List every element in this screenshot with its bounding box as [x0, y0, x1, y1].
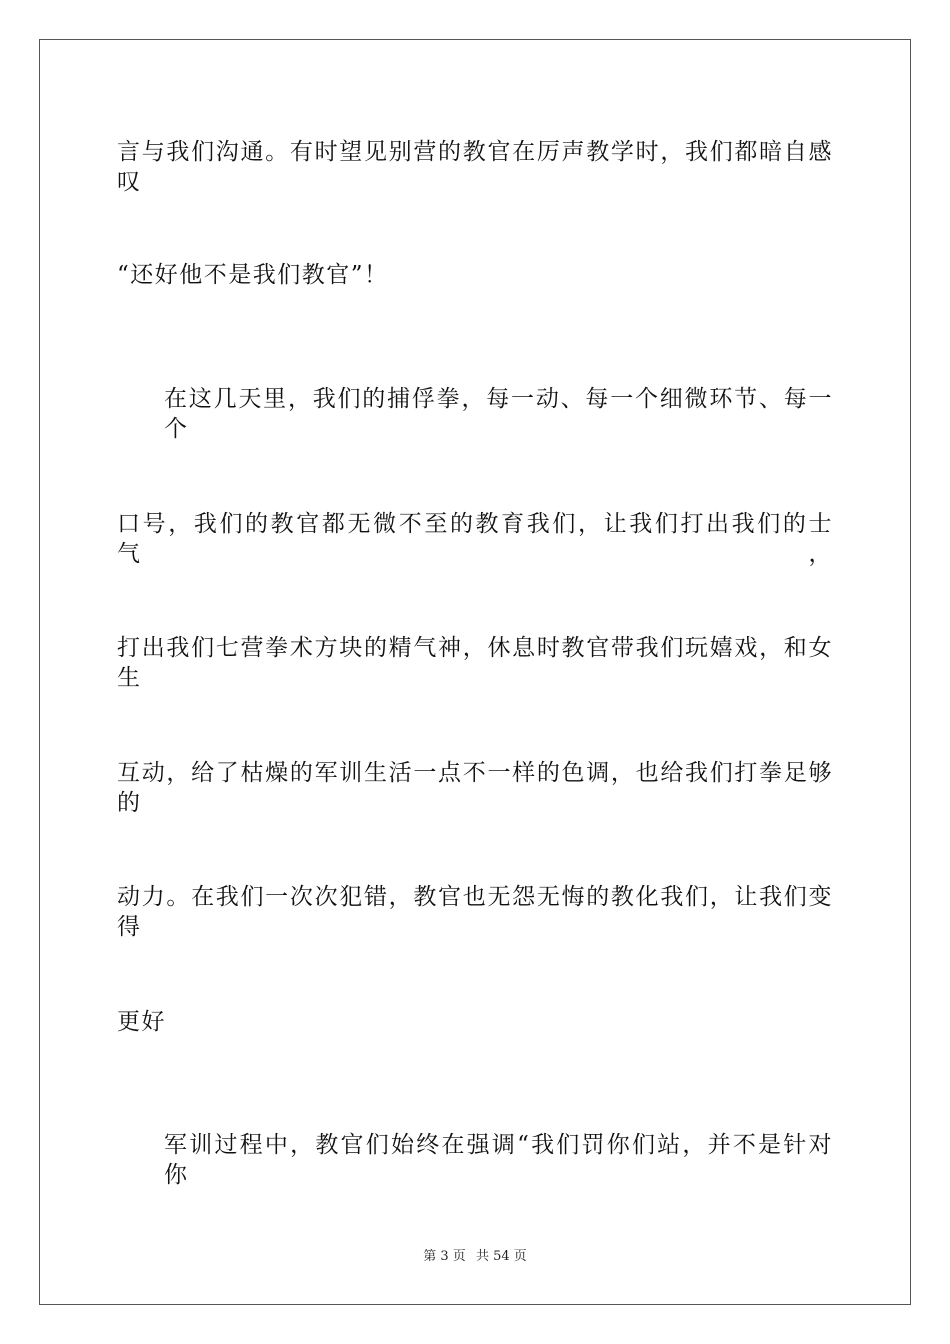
text-line-1: 言与我们沟通。有时望见别营的教官在厉声教学时，我们都暗自感叹	[117, 139, 833, 195]
page-total: 共 54 页	[475, 1249, 527, 1264]
page-number: 第 3 页	[423, 1249, 466, 1264]
text-line-6: 互动，给了枯燥的军训生活一点不一样的色调，也给我们打拳足够的	[117, 760, 833, 816]
text-line-5: 打出我们七营拳术方块的精气神，休息时教官带我们玩嬉戏，和女生	[117, 635, 833, 691]
text-line-7: 动力。在我们一次次犯错，教官也无怨无悔的教化我们，让我们变得	[117, 884, 833, 940]
text-line-8: 更好	[117, 1009, 166, 1035]
text-line-2: “还好他不是我们教官”！	[117, 262, 389, 288]
text-line-3: 在这几天里，我们的捕俘拳，每一动、每一个细微环节、每一个	[164, 386, 833, 442]
text-line-9: 军训过程中，教官们始终在强调“我们罚你们站，并不是针对你	[164, 1132, 833, 1188]
text-line-4: 口号，我们的教官都无微不至的教育我们，让我们打出我们的士气，	[117, 511, 833, 567]
page-footer	[0, 1249, 950, 1265]
